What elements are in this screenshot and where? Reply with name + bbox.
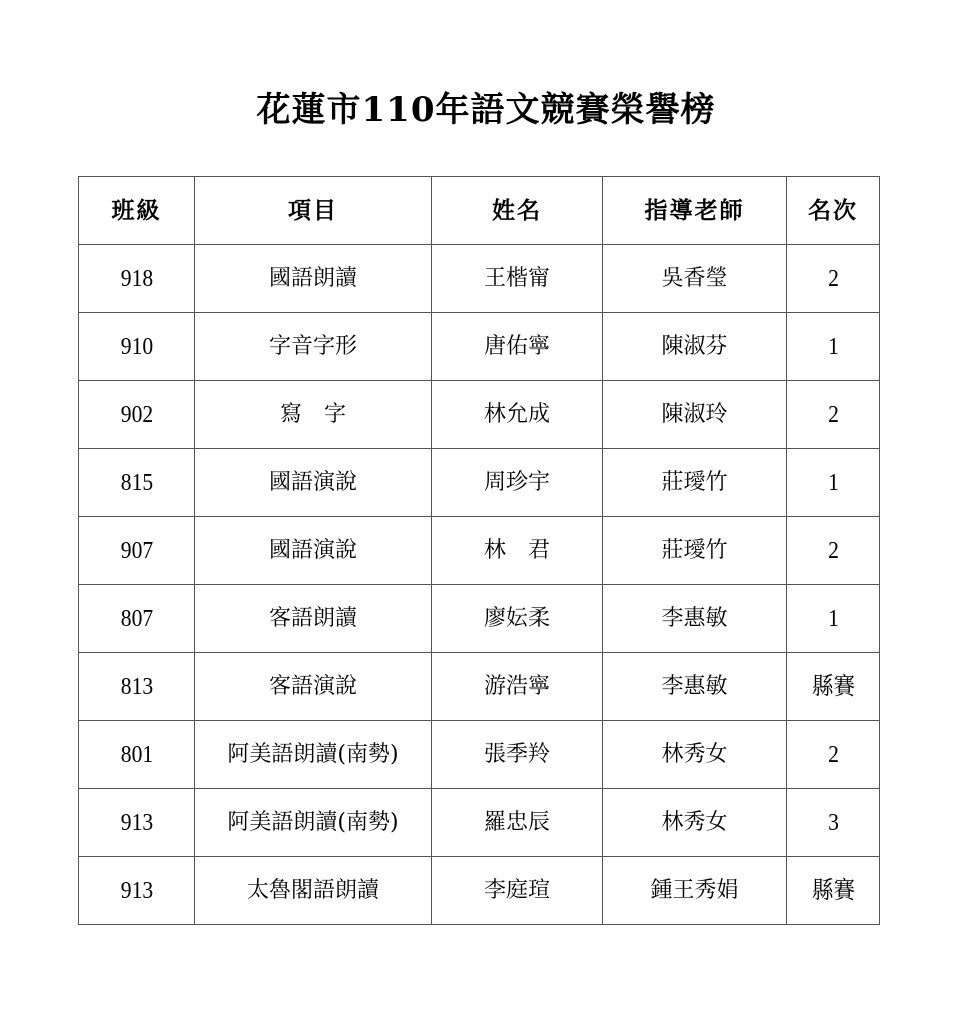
cell-rank: 2 xyxy=(791,517,875,585)
cell-name: 廖妘柔 xyxy=(432,585,603,653)
honor-roll-table xyxy=(78,176,880,925)
cell-event: 客語朗讀 xyxy=(195,585,432,653)
cell-teacher: 陳淑玲 xyxy=(603,381,787,449)
table-row xyxy=(79,585,880,653)
cell-rank: 縣賽 xyxy=(791,857,875,925)
cell-rank: 2 xyxy=(791,245,875,313)
table-row xyxy=(79,313,880,381)
cell-event: 客語演說 xyxy=(195,653,432,721)
cell-class: 815 xyxy=(84,449,188,517)
cell-rank: 2 xyxy=(791,721,875,789)
table-row xyxy=(79,381,880,449)
cell-class: 913 xyxy=(84,857,188,925)
cell-rank: 1 xyxy=(791,313,875,381)
cell-rank: 1 xyxy=(791,585,875,653)
cell-teacher: 鍾王秀娟 xyxy=(603,857,787,925)
cell-name: 張季羚 xyxy=(432,721,603,789)
cell-name: 王楷甯 xyxy=(432,245,603,313)
cell-class: 913 xyxy=(84,789,188,857)
cell-name: 羅忠辰 xyxy=(432,789,603,857)
cell-teacher: 李惠敏 xyxy=(603,585,787,653)
cell-teacher: 莊璦竹 xyxy=(603,449,787,517)
cell-class: 918 xyxy=(84,245,188,313)
cell-teacher: 莊璦竹 xyxy=(603,517,787,585)
cell-event: 字音字形 xyxy=(195,313,432,381)
header-event: 項目 xyxy=(195,177,432,245)
cell-class: 910 xyxy=(84,313,188,381)
header-rank: 名次 xyxy=(787,177,880,245)
cell-rank: 縣賽 xyxy=(791,653,875,721)
cell-name: 唐佑寧 xyxy=(432,313,603,381)
cell-name: 周珍宇 xyxy=(432,449,603,517)
table-header-row xyxy=(79,177,880,245)
cell-event: 阿美語朗讀(南勢) xyxy=(195,789,432,857)
table-row xyxy=(79,857,880,925)
cell-rank: 2 xyxy=(791,381,875,449)
cell-name: 林 君 xyxy=(432,517,603,585)
table-row xyxy=(79,653,880,721)
cell-teacher: 李惠敏 xyxy=(603,653,787,721)
header-name: 姓名 xyxy=(432,177,603,245)
table-row xyxy=(79,721,880,789)
cell-rank: 1 xyxy=(791,449,875,517)
cell-name: 林允成 xyxy=(432,381,603,449)
cell-event: 國語朗讀 xyxy=(195,245,432,313)
cell-teacher: 吳香瑩 xyxy=(603,245,787,313)
table-row xyxy=(79,517,880,585)
cell-class: 807 xyxy=(84,585,188,653)
cell-event: 寫 字 xyxy=(195,381,432,449)
cell-teacher: 林秀女 xyxy=(603,789,787,857)
page-title: 花蓮市110年語文競賽榮譽榜 xyxy=(256,90,716,130)
table-row xyxy=(79,789,880,857)
cell-event: 國語演說 xyxy=(195,449,432,517)
cell-name: 李庭瑄 xyxy=(432,857,603,925)
cell-teacher: 林秀女 xyxy=(603,721,787,789)
header-class: 班級 xyxy=(79,177,195,245)
cell-event: 國語演說 xyxy=(195,517,432,585)
cell-event: 太魯閣語朗讀 xyxy=(195,857,432,925)
cell-teacher: 陳淑芬 xyxy=(603,313,787,381)
cell-class: 813 xyxy=(84,653,188,721)
cell-name: 游浩寧 xyxy=(432,653,603,721)
cell-class: 902 xyxy=(84,381,188,449)
cell-rank: 3 xyxy=(791,789,875,857)
cell-event: 阿美語朗讀(南勢) xyxy=(195,721,432,789)
table-row xyxy=(79,245,880,313)
table-row xyxy=(79,449,880,517)
header-teacher: 指導老師 xyxy=(603,177,787,245)
cell-class: 801 xyxy=(84,721,188,789)
cell-class: 907 xyxy=(84,517,188,585)
